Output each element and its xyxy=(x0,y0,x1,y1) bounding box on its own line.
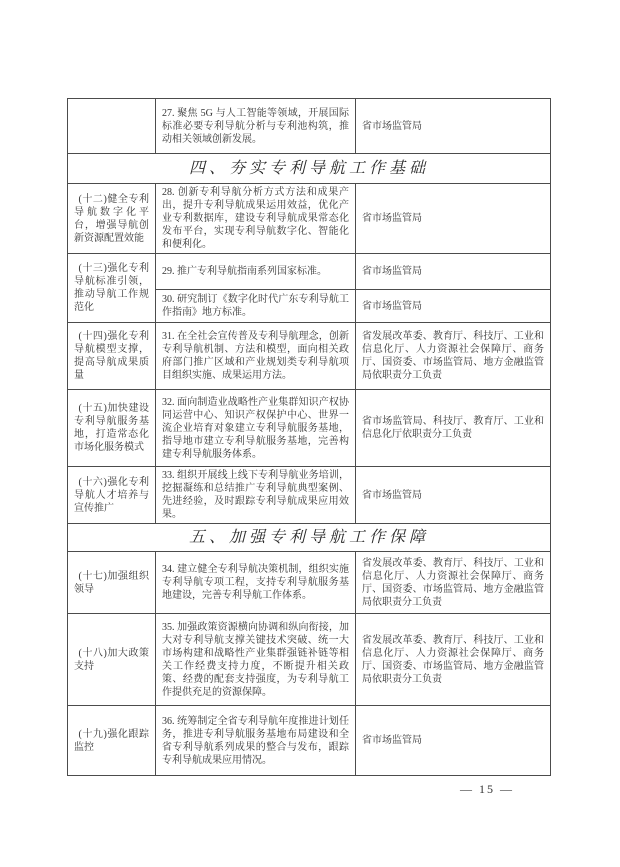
category-cell: (十九)强化跟踪监控 xyxy=(68,706,156,776)
table-row xyxy=(68,706,551,776)
table-row xyxy=(68,614,551,706)
section-header-row xyxy=(68,524,551,552)
unit-cell: 省发展改革委、教育厅、科技厅、工业和信息化厅、人力资源社会保障厅、商务厅、国资委、市场监管局、地方金融监管局依职责分工负责 xyxy=(356,614,551,706)
measure-cell: 31. 在全社会宣传普及专利导航理念，创新专利导航机制、方法和模型，面向相关政府部门推广区域和产业规划类专利导航项目组织实施、成果运用方法。 xyxy=(156,323,356,390)
unit-cell: 省市场监管局 xyxy=(356,184,551,254)
table-row xyxy=(68,552,551,614)
table-row xyxy=(68,323,551,390)
page-number: — 15 — xyxy=(460,782,514,796)
unit-cell: 省发展改革委、教育厅、科技厅、工业和信息化厅、人力资源社会保障厅、商务厅、国资委、市场监管局、地方金融监管局依职责分工负责 xyxy=(356,552,551,614)
category-cell: (十三)强化专利导航标准引领，推动导航工作规范化 xyxy=(68,254,156,323)
category-cell: (十八)加大政策支持 xyxy=(68,614,156,706)
table-row xyxy=(68,467,551,524)
unit-cell: 省市场监管局 xyxy=(356,706,551,776)
section-title: 四、夯实专利导航工作基础 xyxy=(68,154,551,184)
section-title: 五、加强专利导航工作保障 xyxy=(68,524,551,552)
measure-cell: 28. 创新专利导航分析方式方法和成果产出，提升专利导航成果运用效益，优化产业专利数据库，建设专利导航成果常态化发布平台，实现专利导航数字化、智能化和便利化。 xyxy=(156,184,356,254)
measure-cell: 33. 组织开展线上线下专利导航业务培训，挖掘凝练和总结推广专利导航典型案例、先进经验，及时跟踪专利导航成果应用效果。 xyxy=(156,467,356,524)
measures-table xyxy=(67,98,551,776)
category-cell: (十四)强化专利导航模型支撑，提高导航成果质量 xyxy=(68,323,156,390)
category-cell: (十七)加强组织领导 xyxy=(68,552,156,614)
measure-cell: 29. 推广专利导航指南系列国家标准。 xyxy=(156,254,356,290)
unit-cell: 省市场监管局 xyxy=(356,99,551,154)
table-row xyxy=(68,254,551,290)
measure-cell: 27. 聚焦 5G 与人工智能等领域，开展国际标准必要专利导航分析与专利池构筑，推动相关领域创新发展。 xyxy=(156,99,356,154)
category-cell xyxy=(68,99,156,154)
table-row xyxy=(68,184,551,254)
table-row xyxy=(68,99,551,154)
category-cell: (十六)强化专利导航人才培养与宣传推广 xyxy=(68,467,156,524)
unit-cell: 省市场监管局、科技厅、教育厅、工业和信息化厅依职责分工负责 xyxy=(356,390,551,467)
section-header-row xyxy=(68,154,551,184)
measure-cell: 30. 研究制订《数字化时代广东专利导航工作指南》地方标准。 xyxy=(156,290,356,323)
table-row xyxy=(68,390,551,467)
measure-cell: 36. 统筹制定全省专利导航年度推进计划任务，推进专利导航服务基地布局建设和全省专利导航系列成果的整合与发布，跟踪专利导航成果应用情况。 xyxy=(156,706,356,776)
measure-cell: 32. 面向制造业战略性产业集群知识产权协同运营中心、知识产权保护中心、世界一流企业培育对象建立专利导航服务基地，指导地市建立专利导航服务基地，完善构建专利导航服务体系。 xyxy=(156,390,356,467)
category-cell: (十二)健全专利导航数字化平台，增强导航创新资源配置效能 xyxy=(68,184,156,254)
unit-cell: 省市场监管局 xyxy=(356,467,551,524)
unit-cell: 省发展改革委、教育厅、科技厅、工业和信息化厅、人力资源社会保障厅、商务厅、国资委、市场监管局、地方金融监管局依职责分工负责 xyxy=(356,323,551,390)
measure-cell: 35. 加强政策资源横向协调和纵向衔接，加大对专利导航支撑关键技术突破、统一大市场构建和战略性产业集群强链补链等相关工作经费支持力度，不断提升相关政策、经费的配套支持强度，为专利导航工作提供充足的资源保障。 xyxy=(156,614,356,706)
unit-cell: 省市场监管局 xyxy=(356,254,551,290)
category-cell: (十五)加快建设专利导航服务基地，打造常态化市场化服务模式 xyxy=(68,390,156,467)
unit-cell: 省市场监管局 xyxy=(356,290,551,323)
measure-cell: 34. 建立健全专利导航决策机制，组织实施专利导航专项工程，支持专利导航服务基地建设，完善专利导航工作体系。 xyxy=(156,552,356,614)
